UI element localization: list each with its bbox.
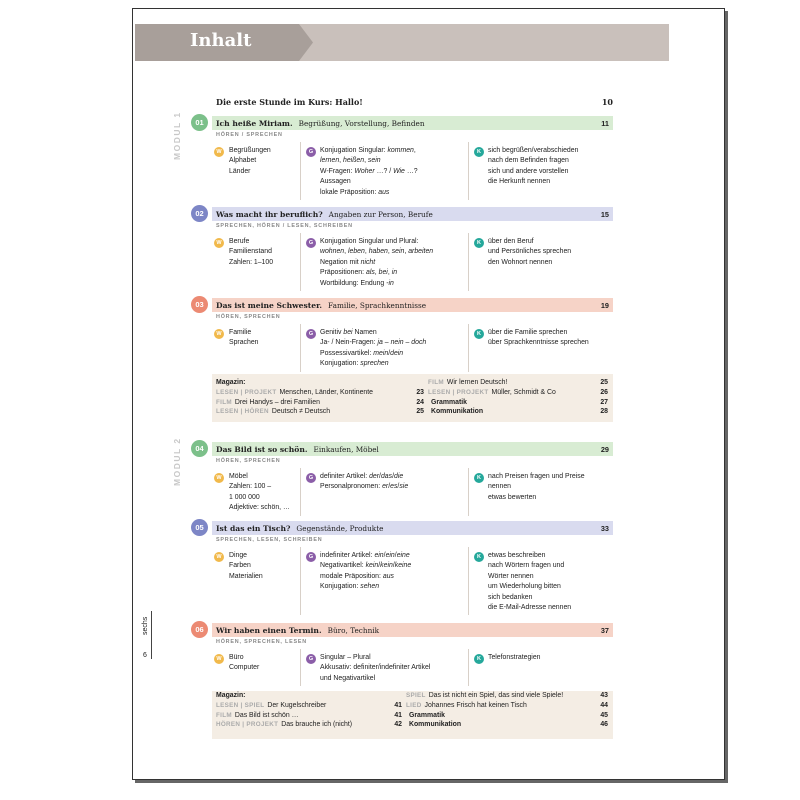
entry-page: 27 bbox=[600, 398, 608, 406]
wortschatz-item: 1 000 000 bbox=[229, 493, 260, 501]
magazin-entry[interactable] bbox=[216, 407, 424, 417]
magazin-entry[interactable] bbox=[216, 711, 402, 721]
lesson-title: Wir haben einen Termin. bbox=[216, 625, 322, 635]
entry-title: Kommunikation bbox=[431, 408, 484, 416]
lesson-topic: Angaben zur Person, Berufe bbox=[328, 209, 433, 219]
column-divider bbox=[468, 547, 469, 615]
entry-category: LIED bbox=[406, 701, 422, 709]
wortschatz-item: Computer bbox=[229, 664, 260, 672]
entry-page: 42 bbox=[394, 721, 402, 729]
magazin-entry[interactable] bbox=[216, 701, 402, 711]
wortschatz-item: Zahlen: 100 – bbox=[229, 483, 272, 491]
lesson-number-badge: 02 bbox=[191, 205, 208, 222]
wortschatz-column bbox=[229, 551, 263, 582]
lesson-title: Was macht ihr beruflich? bbox=[216, 209, 323, 219]
entry-title: Wir lernen Deutsch! bbox=[446, 379, 508, 386]
kommunikation-icon: K bbox=[474, 654, 484, 664]
entry-title: Der Kugelschreiber bbox=[267, 701, 327, 709]
wortschatz-item: Farben bbox=[229, 562, 251, 570]
grammatik-item: Präpositionen: als, bei, in bbox=[320, 269, 398, 277]
lesson-number-badge: 03 bbox=[191, 296, 208, 313]
entry-category: LESEN | SPIEL bbox=[216, 701, 265, 709]
grammatik-item: Ja- / Nein-Fragen: ja – nein – doch bbox=[320, 339, 427, 347]
lesson-header-row[interactable] bbox=[212, 298, 613, 312]
grammatik-item: indefiniter Artikel: ein/ein/eine bbox=[320, 552, 410, 559]
page-number: 6 bbox=[143, 652, 147, 659]
wortschatz-item: Familienstand bbox=[229, 248, 272, 256]
grammatik-icon: G bbox=[306, 552, 316, 562]
grammatik-item: Konjugation Singular: kommen, bbox=[320, 147, 416, 154]
lesson-skills: HÖREN / SPRECHEN bbox=[216, 132, 283, 138]
kommunikation-item: etwas bewerten bbox=[488, 493, 537, 501]
entry-title: Kommunikation bbox=[409, 721, 462, 729]
kommunikation-item: nach Preisen fragen und Preise bbox=[488, 473, 585, 480]
entry-page: 44 bbox=[600, 701, 608, 709]
entry-title: Grammatik bbox=[431, 398, 468, 406]
kommunikation-item: über Sprachkenntnisse sprechen bbox=[488, 339, 589, 347]
wortschatz-item: Begrüßungen bbox=[229, 147, 271, 154]
grammatik-item: definiter Artikel: der/das/die bbox=[320, 473, 404, 480]
entry-title: Menschen, Länder, Kontinente bbox=[279, 388, 373, 396]
grammatik-icon: G bbox=[306, 473, 316, 483]
grammatik-column bbox=[320, 653, 430, 684]
kommunikation-column bbox=[488, 328, 589, 349]
lesson-page: 19 bbox=[600, 300, 609, 310]
column-divider bbox=[300, 324, 301, 372]
lesson-header-row[interactable] bbox=[212, 116, 613, 130]
lesson-topic: Gegenstände, Produkte bbox=[296, 523, 384, 533]
grammatik-column bbox=[320, 551, 411, 593]
lesson-skills: HÖREN, SPRECHEN bbox=[216, 458, 281, 464]
lesson-skills: SPRECHEN, HÖREN / LESEN, SCHREIBEN bbox=[216, 223, 353, 229]
lesson-page: 33 bbox=[600, 523, 609, 533]
entry-category: SPIEL bbox=[406, 692, 426, 699]
column-divider bbox=[300, 142, 301, 200]
entry-page: 28 bbox=[600, 408, 608, 416]
wortschatz-icon: W bbox=[214, 329, 224, 339]
magazin-entry[interactable] bbox=[428, 407, 608, 417]
lesson-header-row[interactable] bbox=[212, 521, 613, 535]
magazin-box bbox=[212, 691, 613, 739]
kommunikation-item: über die Familie sprechen bbox=[488, 329, 568, 336]
kommunikation-item: die Herkunft nennen bbox=[488, 178, 551, 186]
kommunikation-item: Wörter nennen bbox=[488, 572, 534, 580]
grammatik-item: wohnen, leben, haben, sein, arbeiten bbox=[320, 248, 434, 256]
entry-title: Drei Handys – drei Familien bbox=[234, 398, 320, 406]
grammatik-column bbox=[320, 146, 418, 198]
magazin-entry[interactable] bbox=[406, 701, 608, 711]
grammatik-item: Personalpronomen: er/es/sie bbox=[320, 483, 409, 491]
entry-category: FILM bbox=[428, 379, 444, 386]
wortschatz-item: Büro bbox=[229, 654, 244, 661]
grammatik-icon: G bbox=[306, 654, 316, 664]
kommunikation-item: nennen bbox=[488, 483, 511, 491]
grammatik-item: und Negativartikel bbox=[320, 674, 376, 682]
kommunikation-column bbox=[488, 146, 578, 188]
magazin-entry[interactable] bbox=[428, 388, 608, 398]
kommunikation-item: nach dem Befinden fragen bbox=[488, 157, 569, 165]
entry-title: Das brauche ich (nicht) bbox=[281, 721, 353, 729]
grammatik-item: Konjugation: sehen bbox=[320, 583, 380, 591]
lesson-topic: Einkaufen, Möbel bbox=[313, 444, 379, 454]
wortschatz-icon: W bbox=[214, 147, 224, 157]
magazin-box bbox=[212, 374, 613, 422]
grammatik-item: Konjugation Singular und Plural: bbox=[320, 238, 419, 245]
lesson-title: Das Bild ist so schön. bbox=[216, 444, 308, 454]
grammatik-item: Aussagen bbox=[320, 178, 351, 186]
entry-page: 46 bbox=[600, 721, 608, 729]
wortschatz-item: Dinge bbox=[229, 552, 248, 559]
intro-page: 10 bbox=[601, 97, 613, 107]
kommunikation-column bbox=[488, 551, 571, 613]
magazin-entry[interactable] bbox=[216, 388, 424, 398]
wortschatz-column bbox=[229, 472, 290, 514]
lesson-page: 15 bbox=[600, 209, 609, 219]
magazin-entry[interactable] bbox=[406, 691, 608, 701]
lesson-title: Ist das ein Tisch? bbox=[216, 523, 291, 533]
lesson-page: 29 bbox=[600, 444, 609, 454]
entry-category: FILM bbox=[216, 711, 232, 719]
magazin-entry[interactable] bbox=[406, 720, 608, 730]
grammatik-item: lernen, heißen, sein bbox=[320, 157, 381, 165]
entry-category: LESEN | HÖREN bbox=[216, 408, 269, 416]
grammatik-item: Possessivartikel: mein/dein bbox=[320, 349, 404, 357]
entry-page: 41 bbox=[394, 701, 402, 709]
kommunikation-item: nach Wörtern fragen und bbox=[488, 562, 565, 570]
kommunikation-item: etwas beschreiben bbox=[488, 552, 546, 559]
lesson-title: Ich heiße Miriam. bbox=[216, 118, 293, 128]
lesson-topic: Familie, Sprachkenntnisse bbox=[328, 300, 427, 310]
kommunikation-item: und Persönliches sprechen bbox=[488, 248, 572, 256]
footer-divider bbox=[151, 611, 152, 659]
kommunikation-icon: K bbox=[474, 473, 484, 483]
intro-title: Die erste Stunde im Kurs: Hallo! bbox=[216, 97, 363, 107]
wortschatz-item: Berufe bbox=[229, 238, 250, 245]
wortschatz-column bbox=[229, 146, 271, 177]
entry-title: Das Bild ist schön … bbox=[234, 711, 299, 719]
grammatik-item: lokale Präposition: aus bbox=[320, 188, 390, 196]
magazin-entry[interactable] bbox=[216, 720, 402, 730]
grammatik-icon: G bbox=[306, 147, 316, 157]
kommunikation-icon: K bbox=[474, 329, 484, 339]
page-word: sechs bbox=[142, 616, 149, 635]
lesson-title: Das ist meine Schwester. bbox=[216, 300, 323, 310]
grammatik-icon: G bbox=[306, 238, 316, 248]
lesson-header-row[interactable] bbox=[212, 207, 613, 221]
entry-page: 25 bbox=[416, 408, 424, 416]
kommunikation-item: den Wohnort nennen bbox=[488, 258, 553, 266]
lesson-page: 11 bbox=[601, 118, 609, 128]
magazin-entry[interactable] bbox=[428, 378, 608, 388]
lesson-number-badge: 04 bbox=[191, 440, 208, 457]
entry-page: 41 bbox=[394, 711, 402, 719]
column-divider bbox=[300, 468, 301, 516]
lesson-header-row[interactable] bbox=[212, 442, 613, 456]
entry-page: 23 bbox=[416, 388, 424, 396]
wortschatz-item: Möbel bbox=[229, 473, 248, 480]
magazin-title: Magazin: bbox=[216, 692, 246, 699]
wortschatz-item: Alphabet bbox=[229, 157, 257, 165]
lesson-topic: Büro, Technik bbox=[327, 625, 380, 635]
wortschatz-icon: W bbox=[214, 238, 224, 248]
kommunikation-item: Telefonstrategien bbox=[488, 654, 541, 661]
wortschatz-icon: W bbox=[214, 552, 224, 562]
lesson-skills: HÖREN, SPRECHEN, LESEN bbox=[216, 639, 307, 645]
column-divider bbox=[300, 649, 301, 686]
grammatik-icon: G bbox=[306, 329, 316, 339]
grammatik-item: Negation mit nicht bbox=[320, 258, 376, 266]
lesson-skills: HÖREN, SPRECHEN bbox=[216, 314, 281, 320]
kommunikation-item: über den Beruf bbox=[488, 238, 534, 245]
magazin-entry[interactable] bbox=[406, 711, 608, 721]
column-divider bbox=[468, 468, 469, 516]
kommunikation-column bbox=[488, 472, 585, 503]
grammatik-item: W-Fragen: Woher …? / Wie …? bbox=[320, 167, 418, 175]
grammatik-item: Akkusativ: definiter/indefiniter Artikel bbox=[320, 664, 431, 672]
grammatik-item: Konjugation: sprechen bbox=[320, 360, 389, 368]
lesson-skills: SPRECHEN, LESEN, SCHREIBEN bbox=[216, 537, 323, 543]
lesson-number-badge: 05 bbox=[191, 519, 208, 536]
column-divider bbox=[300, 547, 301, 615]
wortschatz-item: Adjektive: schön, … bbox=[229, 504, 290, 512]
lesson-number-badge: 06 bbox=[191, 621, 208, 638]
lesson-number-badge: 01 bbox=[191, 114, 208, 131]
grammatik-item: Singular – Plural bbox=[320, 654, 371, 661]
entry-page: 26 bbox=[600, 388, 608, 396]
entry-page: 43 bbox=[600, 692, 608, 699]
wortschatz-icon: W bbox=[214, 654, 224, 664]
kommunikation-item: um Wiederholung bitten bbox=[488, 583, 561, 591]
wortschatz-item: Länder bbox=[229, 167, 251, 175]
lesson-page: 37 bbox=[600, 625, 609, 635]
kommunikation-column bbox=[488, 653, 540, 663]
magazin-entry[interactable] bbox=[428, 398, 608, 408]
column-divider bbox=[468, 233, 469, 291]
entry-title: Das ist nicht ein Spiel, das sind viele Spiele! bbox=[428, 692, 564, 699]
intro-row[interactable] bbox=[216, 97, 613, 107]
entry-category: LESEN | PROJEKT bbox=[428, 388, 489, 396]
entry-page: 45 bbox=[600, 711, 608, 719]
kommunikation-icon: K bbox=[474, 147, 484, 157]
magazin-entry[interactable] bbox=[216, 398, 424, 408]
wortschatz-item: Materialien bbox=[229, 572, 263, 580]
modul-1-label: MODUL 1 bbox=[172, 111, 182, 160]
kommunikation-item: sich bedanken bbox=[488, 593, 533, 601]
grammatik-column bbox=[320, 328, 426, 370]
wortschatz-item: Zahlen: 1–100 bbox=[229, 258, 274, 266]
entry-page: 24 bbox=[416, 398, 424, 406]
entry-category: FILM bbox=[216, 398, 232, 406]
lesson-header-row[interactable] bbox=[212, 623, 613, 637]
kommunikation-item: die E-Mail-Adresse nennen bbox=[488, 604, 572, 612]
column-divider bbox=[468, 649, 469, 686]
grammatik-item: Negativartikel: kein/kein/keine bbox=[320, 562, 412, 570]
wortschatz-icon: W bbox=[214, 473, 224, 483]
entry-page: 25 bbox=[600, 379, 608, 386]
grammatik-item: modale Präposition: aus bbox=[320, 572, 394, 580]
kommunikation-icon: K bbox=[474, 552, 484, 562]
wortschatz-item: Familie bbox=[229, 329, 252, 336]
entry-title: Deutsch ≠ Deutsch bbox=[271, 408, 331, 416]
entry-category: LESEN | PROJEKT bbox=[216, 388, 277, 396]
entry-title: Grammatik bbox=[409, 711, 446, 719]
grammatik-item: Wortbildung: Endung -in bbox=[320, 279, 394, 287]
wortschatz-item: Sprachen bbox=[229, 339, 259, 347]
wortschatz-column bbox=[229, 237, 273, 268]
kommunikation-icon: K bbox=[474, 238, 484, 248]
magazin-title: Magazin: bbox=[216, 379, 246, 386]
page-title: Inhalt bbox=[190, 30, 252, 51]
column-divider bbox=[468, 324, 469, 372]
column-divider bbox=[468, 142, 469, 200]
grammatik-item: Genitiv bei Namen bbox=[320, 329, 377, 336]
lesson-topic: Begrüßung, Vorstellung, Befinden bbox=[298, 118, 425, 128]
entry-title: Müller, Schmidt & Co bbox=[491, 388, 556, 396]
grammatik-column bbox=[320, 472, 408, 493]
grammatik-column bbox=[320, 237, 433, 289]
kommunikation-item: sich begrüßen/verabschieden bbox=[488, 147, 579, 154]
entry-title: Johannes Frisch hat keinen Tisch bbox=[424, 701, 527, 709]
kommunikation-item: sich und andere vorstellen bbox=[488, 167, 569, 175]
column-divider bbox=[300, 233, 301, 291]
wortschatz-column bbox=[229, 328, 259, 349]
modul-2-label: MODUL 2 bbox=[172, 437, 182, 486]
kommunikation-column bbox=[488, 237, 571, 268]
entry-category: HÖREN | PROJEKT bbox=[216, 721, 279, 729]
wortschatz-column bbox=[229, 653, 259, 674]
